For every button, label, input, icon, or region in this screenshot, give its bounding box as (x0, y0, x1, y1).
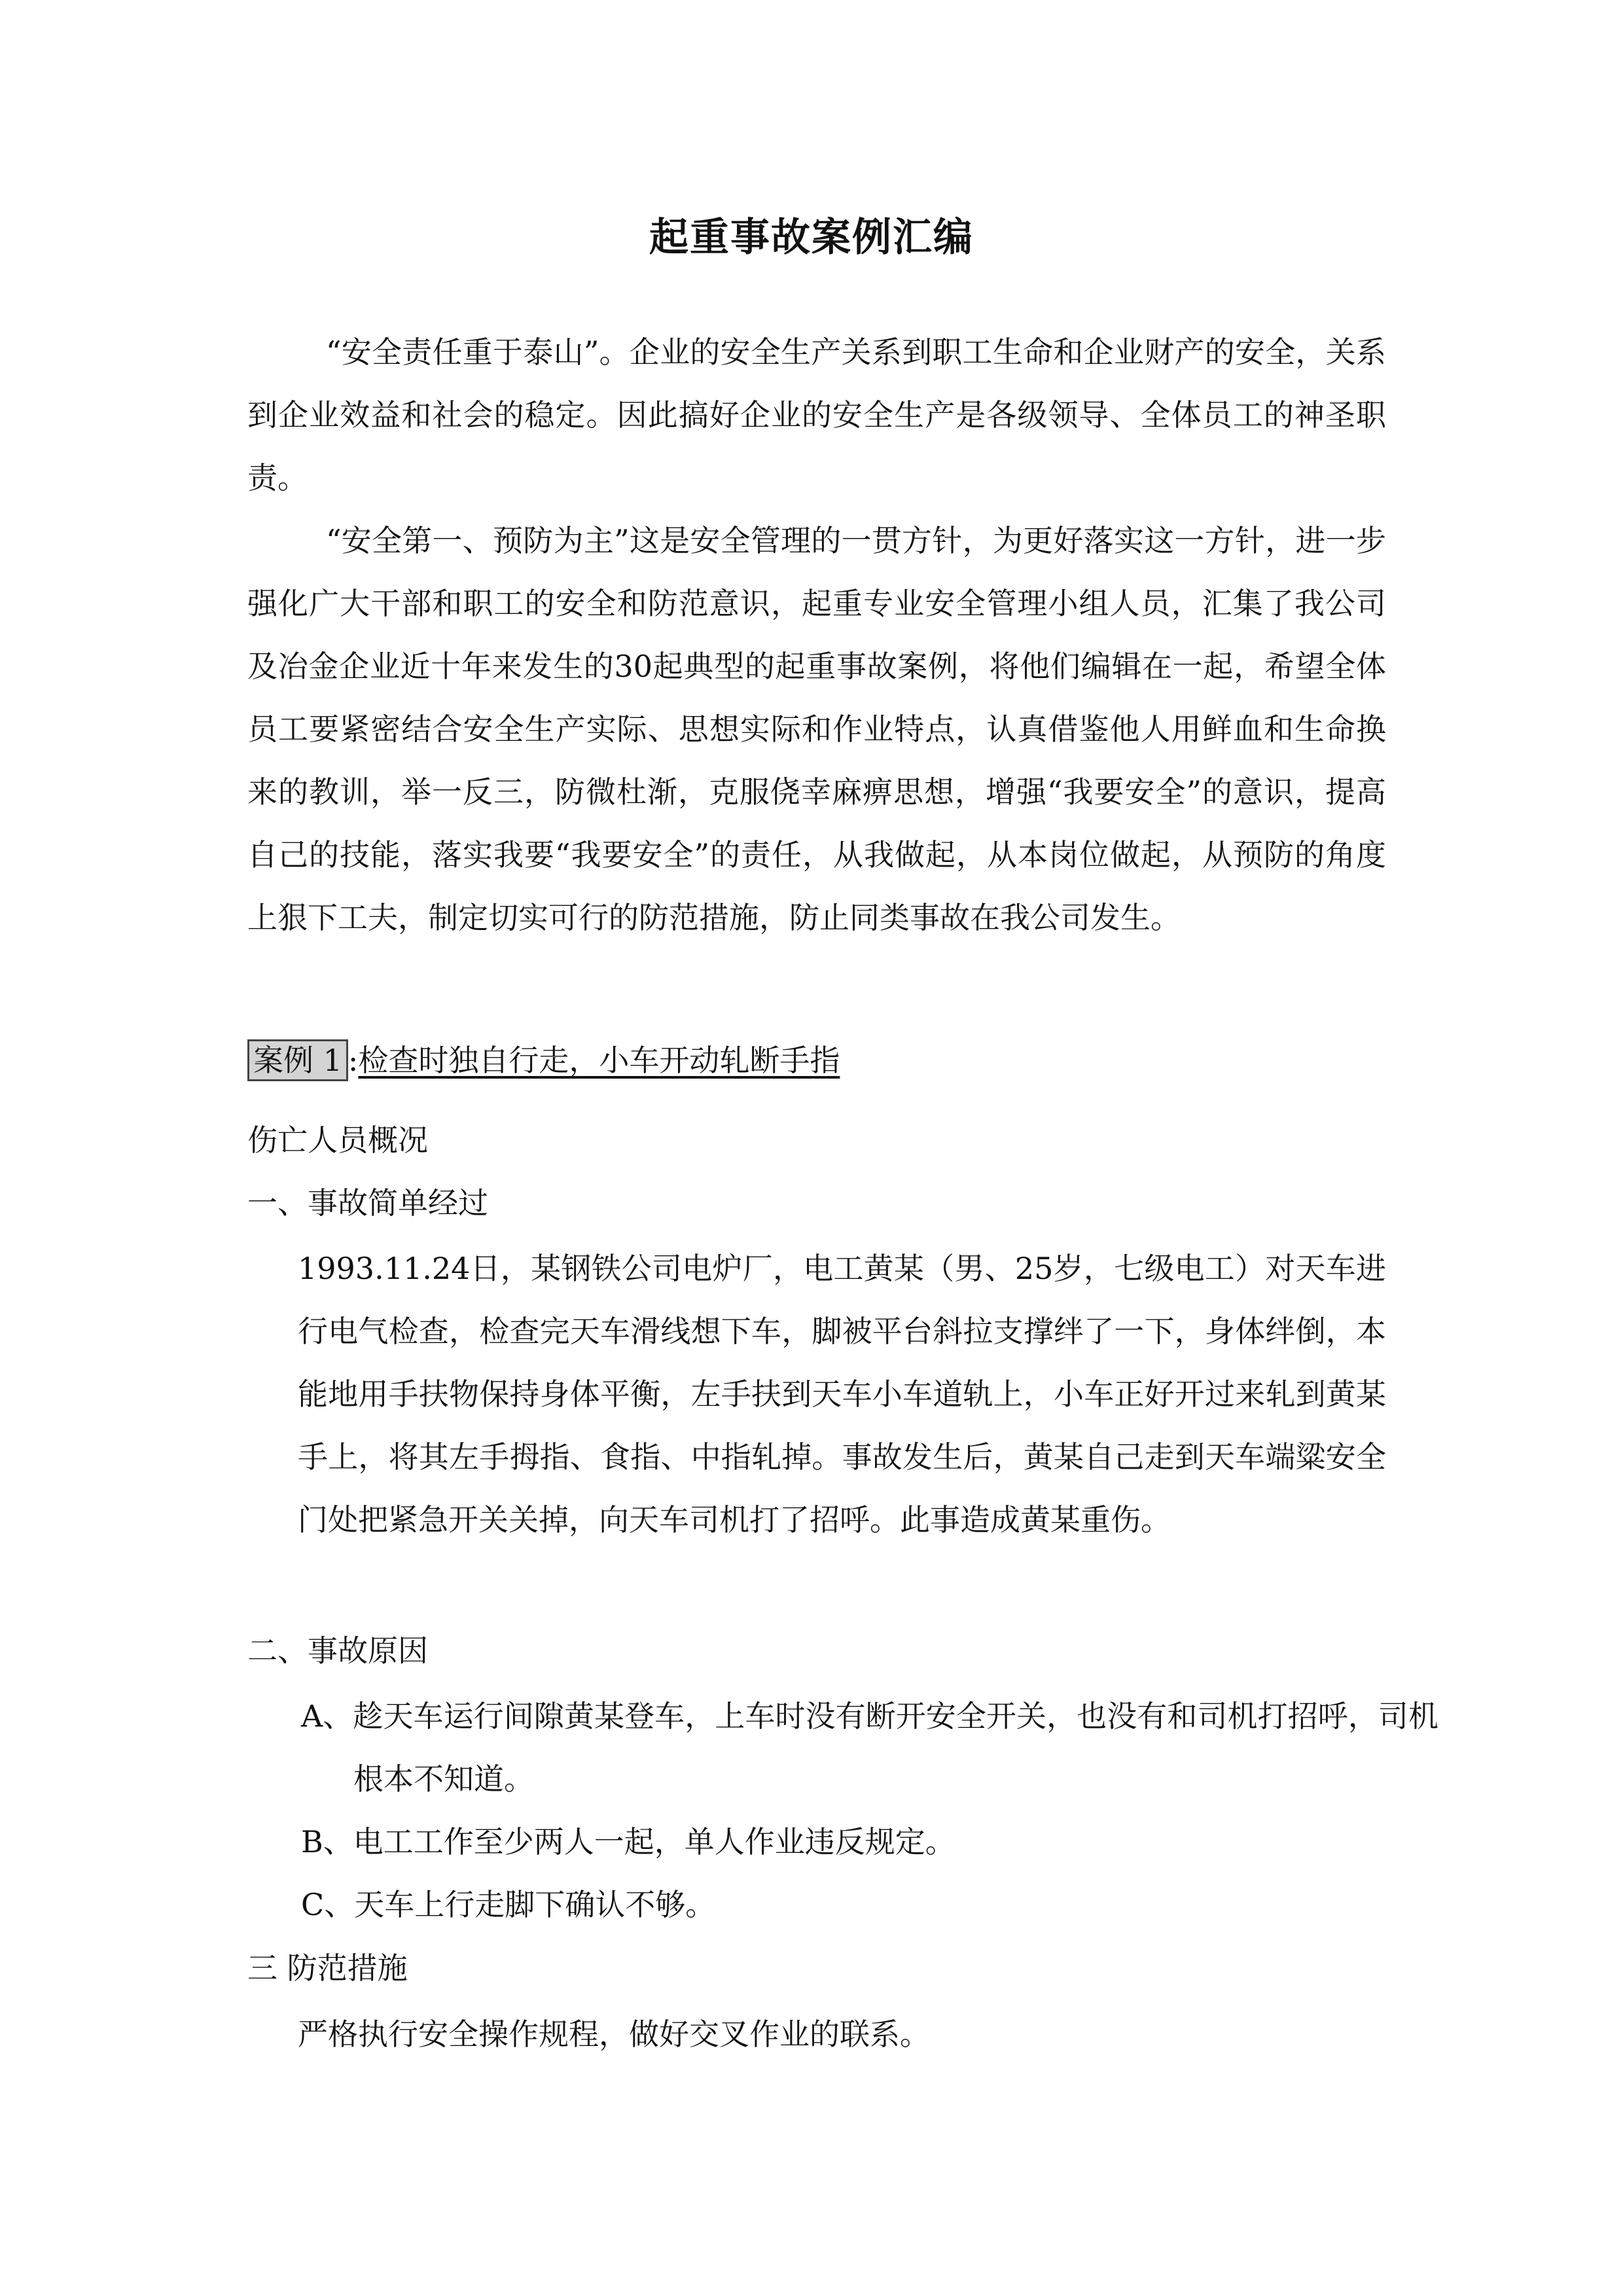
measures-body: 严格执行安全操作规程，做好交叉作业的联系。 (298, 2017, 930, 2052)
document-title: 起重事故案例汇编 (649, 215, 974, 260)
case-heading (247, 1039, 840, 1081)
measures-heading: 三 防范措施 (247, 1950, 408, 1986)
case-separator: : (348, 1043, 359, 1078)
cause-item: B、电工工作至少两人一起，单人作业违反规定。 (301, 1824, 955, 1859)
cause-item: A、趁天车运行间隙黄某登车，上车时没有断开安全开关，也没有和司机打招呼，司机根本不知道。 (301, 1698, 1438, 1797)
cause-heading: 二、事故原因 (247, 1633, 428, 1668)
case-label: 案例 1 (247, 1039, 348, 1081)
process-body: 1993.11.24日，某钢铁公司电炉厂，电工黄某（男、25岁，七级电工）对天车进行电气检查，检查完天车滑线想下车，脚被平台斜拉支撑绊了一下，身体绊倒，本能地用手扶物保持身体平衡，左手扶到天车小车道轨上，小车正好开过来轧到黄某手上，将其左手拇指、食指、中指轧掉。事故发生后，黄某自己走到天车端粱安全门处把紧急开关关掉，向天车司机打了招呼。此事造成黄某重伤。 (298, 1251, 1386, 1537)
victims-heading: 伤亡人员概况 (247, 1122, 428, 1158)
cause-item: C、天车上行走脚下确认不够。 (301, 1887, 716, 1922)
process-heading: 一、事故简单经过 (247, 1185, 488, 1221)
case-title: 检查时独自行走，小车开动轧断手指 (358, 1043, 840, 1078)
intro-paragraph: “安全责任重于泰山”。企业的安全生产关系到职工生命和企业财产的安全，关系到企业效益和社会的稳定。因此搞好企业的安全生产是各级领导、全体员工的神圣职责。 (247, 334, 1386, 495)
intro-paragraph: “安全第一、预防为主”这是安全管理的一贯方针，为更好落实这一方针，进一步强化广大干部和职工的安全和防范意识，起重专业安全管理小组人员，汇集了我公司及冶金企业近十年来发生的30起典型的起重事故案例，将他们编辑在一起，希望全体员工要紧密结合安全生产实际、思想实际和作业特点，认真借鉴他人用鲜血和生命换来的教训，举一反三，防微杜渐，克服侥幸麻痹思想，增强“我要安全”的意识，提高自己的技能，落实我要“我要安全”的责任，从我做起，从本岗位做起，从预防的角度上狠下工夫，制定切实可行的防范措施，防止同类事故在我公司发生。 (247, 523, 1386, 935)
